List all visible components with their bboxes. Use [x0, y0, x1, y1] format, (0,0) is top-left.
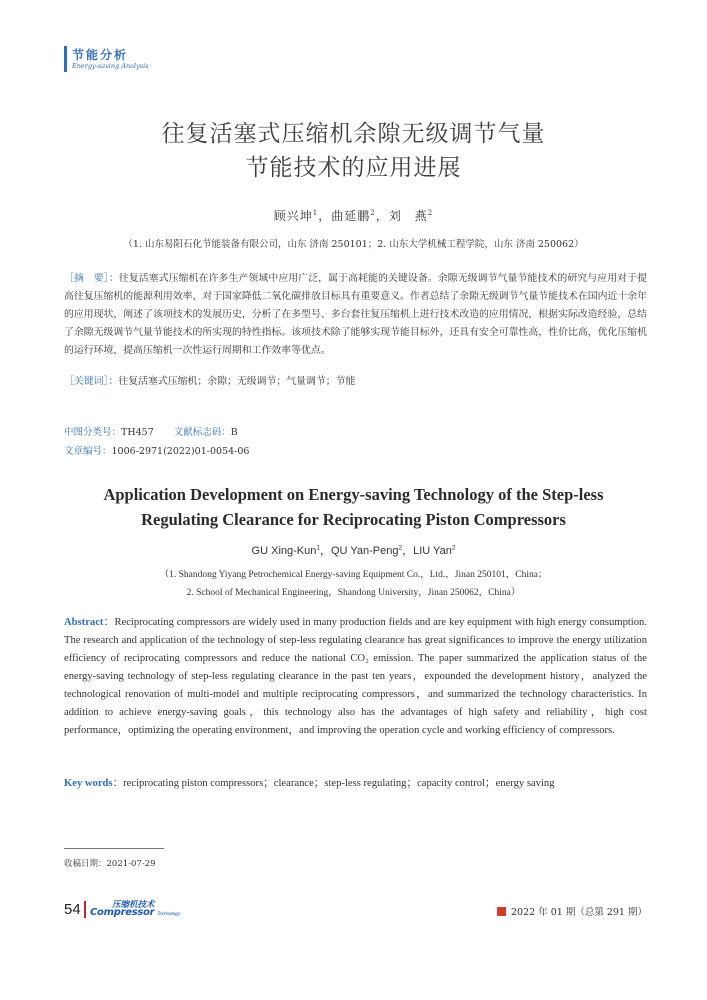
- author-zh-1-affil: 1: [312, 209, 319, 217]
- page-number-divider: [84, 901, 86, 918]
- author-zh-3: 刘 燕: [388, 209, 428, 223]
- journal-logo-en-main: Compressor: [90, 907, 155, 918]
- authors-en: [0, 542, 707, 558]
- journal-logo-en: [90, 907, 180, 918]
- author-en-3-affil: 2: [451, 544, 456, 552]
- section-tag-bar: [64, 46, 67, 72]
- author-en-1: GU Xing-Kun: [251, 545, 317, 557]
- title-zh-line2: 节能技术的应用进展: [245, 155, 462, 181]
- abstract-zh-label: ［摘 要］: [64, 273, 109, 284]
- keywords-zh-label: ［关键词］: [64, 376, 109, 387]
- authors-zh: [0, 207, 707, 224]
- affiliation-en-line1: （1. Shandong Yiyang Petrochemical Energy-saving Equipment Co.，Ltd.，Jinan 250101，China；: [159, 570, 548, 580]
- classification-line: [64, 424, 238, 438]
- abstract-en-label: Abstract: [64, 617, 104, 628]
- author-en-1-affil: 1: [316, 544, 320, 552]
- article-number-value: 1006-2971(2022)01-0054-06: [111, 446, 250, 457]
- keywords-en: [64, 775, 647, 790]
- page-number: 54: [64, 901, 81, 918]
- footnote-divider: [64, 848, 164, 849]
- author-zh-2-affil: 2: [370, 209, 376, 217]
- author-en-2: QU Yan-Peng: [330, 545, 399, 557]
- issue-info: [497, 904, 647, 918]
- author-zh-sep-2: ，: [375, 209, 389, 223]
- author-en-sep-2: ，: [402, 545, 414, 557]
- abstract-zh-text: ：往复活塞式压缩机在许多生产领域中应用广泛，属于高耗能的关键设备。余隙无级调节气量节能技术的研究与应用对于提高往复压缩机的能源利用效率，对于国家降低二氧化碳排放目标具有重要意义。作者总结了余隙无级调节气量节能技术在国内近十余年的应用现状，阐述了该项技术的发展历史，分析了在多型号、多台套往复压缩机上进行技术改造的应用情况，根据实际改造经验，总结了余隙无级调节气量节能技术的所实现的特性指标。该项技术除了能够实现节能目标外，还具有安全可靠性高，性价比高，优化压缩机的运行环境，提高压缩机一次性运行周期和工作效率等优点。: [64, 273, 647, 356]
- keywords-en-label: Key words: [64, 778, 113, 789]
- section-name: 节能分析: [72, 48, 129, 62]
- article-number-label: 文章编号：: [64, 446, 112, 457]
- title-en-line2: Regulating Clearance for Reciprocating Piston Compressors: [141, 510, 566, 529]
- author-en-2-affil: 2: [398, 544, 403, 552]
- issue-square-icon: [497, 907, 506, 916]
- author-en-sep-1: ，: [319, 545, 331, 557]
- title-zh-line1: 往复活塞式压缩机余隙无级调节气量: [161, 121, 546, 147]
- section-name-en: Energy-saving Analysis: [72, 62, 149, 70]
- doc-code-value: B: [230, 427, 238, 438]
- doc-code-label: 文献标志码：: [173, 427, 231, 438]
- keywords-zh-text: ：往复活塞式压缩机；余隙；无级调节；气量调节；节能: [108, 376, 356, 387]
- issue-text: 2022 年 01 期（总第 291 期）: [511, 907, 647, 918]
- clc-label: 中图分类号：: [64, 427, 122, 438]
- journal-logo-en-small: Technology: [157, 912, 180, 917]
- affiliation-zh: （1. 山东易阳石化节能装备有限公司，山东 济南 250101；2. 山东大学机械工程学院，山东 济南 250062）: [123, 239, 584, 250]
- author-zh-sep-1: ，: [318, 209, 332, 223]
- affiliation-en-line2: 2. School of Mechanical Engineering，Shandong University，Jinan 250062，China）: [186, 588, 521, 598]
- author-zh-3-affil: 2: [427, 209, 434, 217]
- title-en-line1: Application Development on Energy-saving Technology of the Step-less: [103, 485, 604, 504]
- abstract-en-text: ：Reciprocating compressors are widely used in many production fields and are key equipment with high energy consumption. The research and application of the technology of step-less regulating clearance has great significances to improve the energy utilization efficiency of reciprocating compressors and reduce the national CO₂ emission. The paper summarized the application status of the energy-saving technology of step-less regulating clearance in the past ten years，expounded the development history，analyzed the technological renovation of multi-model and multiple reciprocating compressors，and summarized the technology characteristics. In addition to achieve energy-saving goals，this technology also has the advantages of high safety and reliability，high cost performance，optimizing the operating environment，and improving the operation cycle and working efficiency of compressors.: [64, 617, 647, 736]
- keywords-en-text: ：reciprocating piston compressors；clearance；step-less regulating；capacity control；energy saving: [112, 778, 555, 789]
- journal-logo-zh: 压缩机技术: [112, 900, 155, 910]
- abstract-en: [64, 614, 647, 740]
- clc-value: TH457: [121, 427, 154, 438]
- author-en-3: LIU Yan: [413, 545, 452, 557]
- author-zh-1: 顾兴坤: [273, 209, 313, 223]
- keywords-zh: [64, 373, 647, 387]
- author-zh-2: 曲延鹏: [331, 209, 371, 223]
- article-number-line: [64, 443, 249, 457]
- journal-logo: [90, 898, 178, 920]
- abstract-zh: [64, 270, 647, 360]
- received-date: 收稿日期：2021-07-29: [64, 859, 156, 869]
